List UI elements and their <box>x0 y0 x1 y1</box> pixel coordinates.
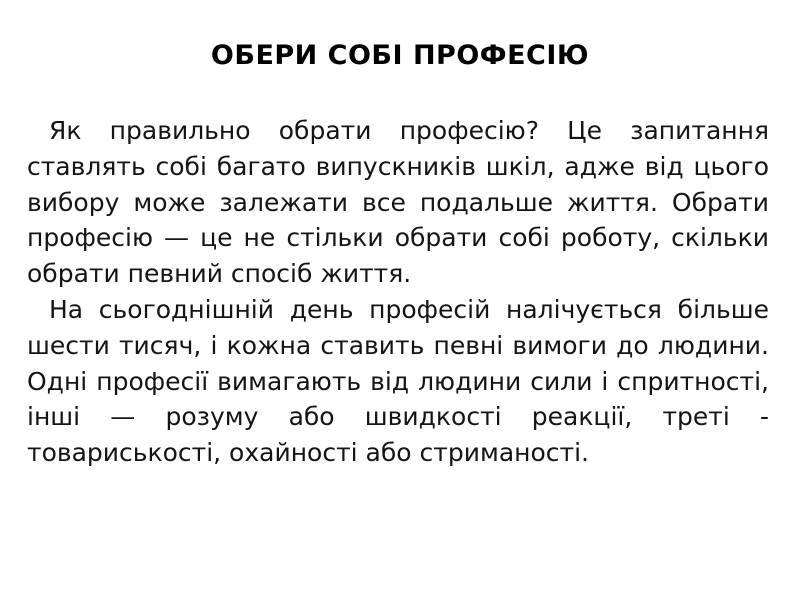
paragraph-2: На сьогоднішній день професій налічується більше шести тисяч, і кожна ставить певні вимоги до людини. Одні професії вимагають від людини сили і спритності, інші — розуму або швидкості реакції, треті - товариськості, охайності або стриманості. <box>27 294 769 468</box>
paragraph-1: Як правильно обрати професію? Це запитання ставлять собі багато випускників шкіл, адже від цього вибору може залежати все подальше життя. Обрати професію — це не стільки обрати собі роботу, скільки обрати певний спосіб життя. <box>27 116 769 289</box>
slide-body <box>27 113 769 471</box>
slide-title: ОБЕРИ СОБІ ПРОФЕСІЮ <box>210 40 590 71</box>
